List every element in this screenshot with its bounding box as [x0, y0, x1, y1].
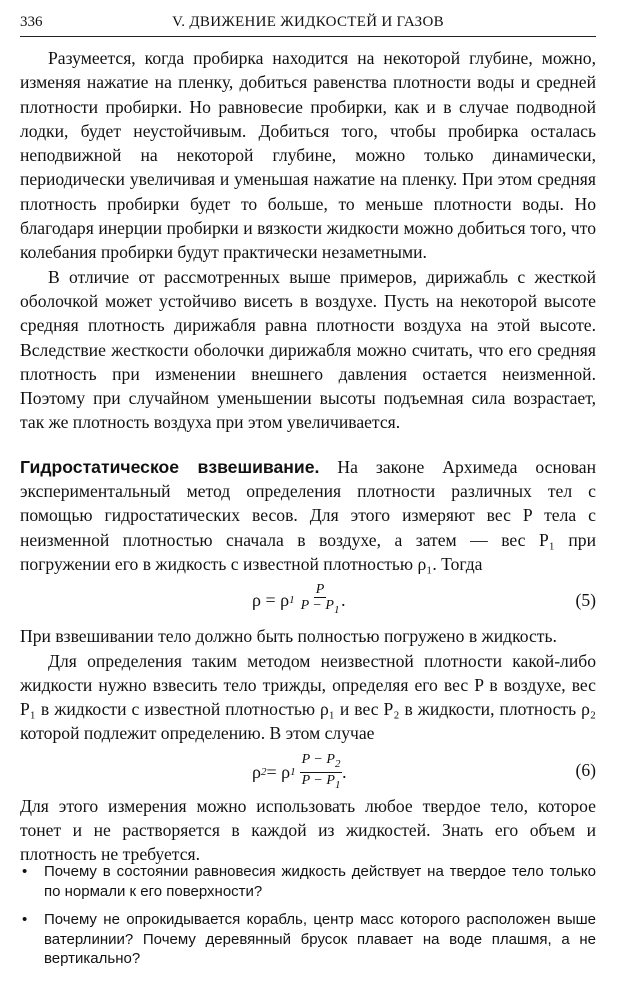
- paragraph-6: Для этого измерения можно использовать любое твердое тело, которое тонет и не растворяется в каждой из жидкостей. Знать его объем и плотность не требуется.: [20, 795, 596, 865]
- running-header: [20, 10, 596, 37]
- formula-6-fraction: $\frac{P - P_2}{P - P_1}$: [301, 751, 341, 791]
- paragraph-3-text: На законе Архимеда основан экспериментальный метод определения плотности различных тел с помощью гидростатических весов. Для этого измеряют вес P тела с неизменной плотностью сначала в воздухе, а затем — вес P₁ при погружении его в жидкость с известной плотностью ρ₁. Тогда: [20, 456, 596, 574]
- bullet-icon: •: [22, 911, 28, 928]
- question-item: • Почему не опрокидывается корабль, центр масс которого расположен выше ватерлинии? Почему деревянный брусок плавает на воде плашмя, а не вертикально?: [22, 911, 596, 967]
- section-heading: Гидростатическое взвешивание.: [20, 456, 320, 477]
- paragraph-1: Разумеется, когда пробирка находится на некоторой глубине, можно, изменяя нажатие на пленку, добиться равенства плотности воды и средней плотности пробирки. Но равновесие пробирки, как и в случае подводной лодки, будет неустойчивым. Добиться того, чтобы пробирка осталась неподвижной на некоторой глубине, можно только динамически, периодически увеличивая и уменьшая нажатие на пленку. При этом средняя плотность пробирки будет то больше, то меньше плотности воды. Но благодаря инерции пробирки и вязкости жидкости можно добиться того, что колебания пробирки будут практически незаметными.: [20, 48, 596, 263]
- formula-5-number: (5): [575, 590, 596, 611]
- paragraph-3: [20, 455, 596, 576]
- formula-5-lhs: ρ = ρ: [252, 589, 290, 610]
- formula-6-number: (6): [575, 759, 596, 780]
- paragraph-4: При взвешивании тело должно быть полностью погружено в жидкость.: [20, 626, 557, 647]
- formula-6: ρ 2 = ρ 1 $\frac{P - P_2}{P - P_1}$ . (6): [252, 751, 596, 791]
- formula-5-fraction: $\frac{P}{P - P_1}$: [300, 582, 340, 617]
- formula-5: ρ = ρ 1 $\frac{P}{P - P_1}$ . (5): [252, 582, 596, 617]
- question-item: • Почему в состоянии равновесия жидкость действует на твердое тело только по нормали к его поверхности?: [22, 863, 596, 900]
- paragraph-5: Для определения таким методом неизвестной плотности какой-либо жидкости нужно взвесить тело трижды, определяя его вес P в воздухе, вес P₁ в жидкости с известной плотностью ρ₁ и вес P₂ в жидкости, плотность ρ₂ которой подлежит определению. В этом случае: [20, 650, 596, 744]
- main-text: [20, 46, 596, 867]
- page-number: 336: [20, 14, 43, 30]
- question-list: [20, 862, 596, 978]
- running-title: V. ДВИЖЕНИЕ ЖИДКОСТЕЙ И ГАЗОВ: [172, 14, 444, 30]
- bullet-icon: •: [22, 863, 28, 880]
- paragraph-2: В отличие от рассмотренных выше примеров, дирижабль с жесткой оболочкой может устойчиво висеть в воздухе. Пусть на некоторой высоте средняя плотность дирижабля равна плотности воздуха на этой высоте. Вследствие жесткости оболочки дирижабля можно считать, что его средняя плотность при изменении внешнего давления остается неизменной. Поэтому при случайном уменьшении высоты подъемная сила возрастает, так же плотность воздуха при этом увеличивается.: [20, 266, 596, 433]
